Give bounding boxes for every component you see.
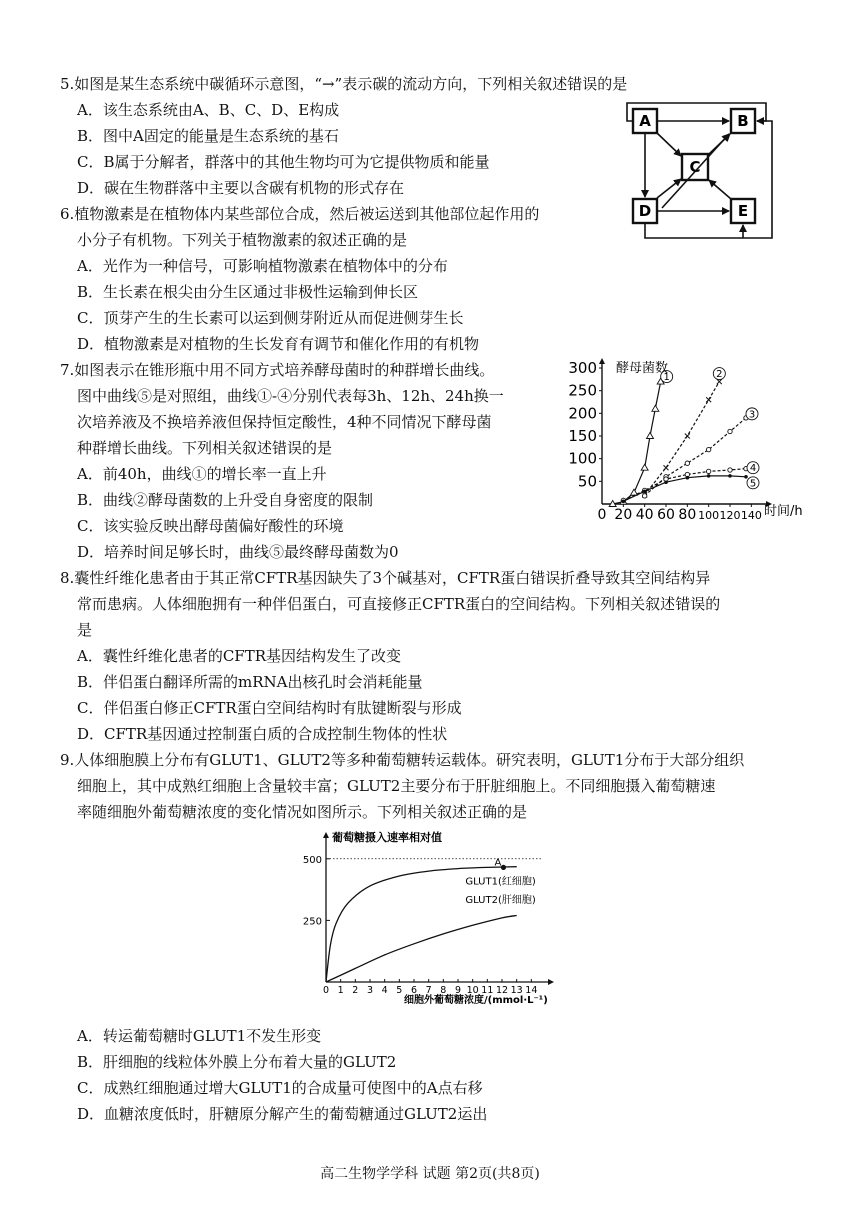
glut-series-label: GLUT1(红细胞): [465, 876, 536, 888]
yeast-y-tick-label: 300: [568, 359, 597, 377]
q9-option-c: C．成熟红细胞通过增大GLUT1的合成量可使图中的A点右移: [77, 1079, 483, 1097]
yeast-x-tick-label: 80: [678, 507, 697, 523]
glut-x-tick-label: 7: [425, 985, 432, 996]
glut-x-tick-label: 9: [454, 985, 462, 996]
node-b-label: B: [737, 112, 749, 130]
q5-option-d: D．碳在生物群落中主要以含碳有机物的形式存在: [77, 179, 405, 197]
glut-point-a: [501, 865, 506, 870]
q7-stem-2: 图中曲线⑤是对照组，曲线①-④分别代表每3h、12h、24h换一: [77, 387, 504, 405]
yeast-point: [685, 434, 690, 439]
yeast-x-tick-label: 0: [597, 507, 607, 523]
q8-option-d: D．CFTR基因通过控制蛋白质的合成控制生物体的性状: [77, 725, 448, 743]
q7-option-c: C．该实验反映出酵母菌偏好酸性的环境: [77, 517, 344, 535]
glut-ylabel: 葡萄糖摄入速率相对值: [332, 831, 442, 844]
q8-stem-3: 是: [77, 621, 93, 639]
arrow-d-c: [657, 179, 681, 198]
yeast-x-tick-label: 40: [635, 507, 654, 523]
glut-y-tick-label: 500: [302, 854, 322, 866]
glut-x-tick-label: 2: [352, 985, 359, 996]
glut-point-a-label: A: [494, 857, 502, 869]
yeast-point: [622, 499, 626, 503]
glut-x-tick-label: 14: [525, 985, 538, 996]
yeast-point: [728, 474, 732, 478]
arrow-d-b: [662, 134, 729, 208]
q7-option-a: A．前40h，曲线①的增长率一直上升: [77, 465, 327, 483]
q7-stem-4: 种群增长曲线。下列相关叙述错误的是: [77, 439, 333, 457]
q5-stem: 5.如图是某生态系统中碳循环示意图，“→”表示碳的流动方向，下列相关叙述错误的是: [60, 75, 628, 93]
node-a-label: A: [639, 112, 651, 130]
yeast-point: [652, 405, 659, 411]
yeast-point: [744, 475, 748, 479]
glut-x-tick-label: 13: [510, 985, 523, 996]
yeast-point: [664, 465, 669, 470]
q6-option-a: A．光作为一种信号，可影响植物激素在植物体中的分布: [77, 257, 448, 275]
glut-x-tick-label: 5: [396, 985, 403, 996]
q7-option-d: D．培养时间足够长时，曲线⑤最终酵母菌数为0: [77, 543, 399, 561]
yeast-point: [706, 469, 710, 473]
q8-option-b: B．伴侣蛋白翻译所需的mRNA出核孔时会消耗能量: [77, 673, 423, 691]
yeast-point: [686, 476, 690, 480]
yeast-series-label: 5: [749, 478, 757, 490]
node-d-label: D: [638, 202, 652, 220]
yeast-growth-chart: [566, 358, 816, 530]
q5-option-a: A．该生态系统由A、B、C、D、E构成: [77, 101, 340, 119]
yeast-point: [728, 468, 732, 472]
glut-y-arrow: [323, 832, 329, 838]
yeast-point: [647, 433, 654, 439]
carbon-cycle-diagram: [626, 98, 776, 243]
yeast-y-tick-label: 200: [568, 404, 597, 423]
q9-stem-3: 率随细胞外葡萄糖浓度的变化情况如图所示。下列相关叙述正确的是: [77, 803, 528, 821]
q7-stem-1: 7.如图表示在锥形瓶中用不同方式培养酵母菌时的种群增长曲线。: [60, 361, 495, 379]
yeast-series-label: 2: [716, 369, 723, 381]
q5-option-c: C．B属于分解者，群落中的其他生物均可为它提供物质和能量: [77, 153, 490, 171]
yeast-series-label: 4: [749, 463, 757, 475]
glucose-uptake-chart: [296, 828, 566, 1012]
glut-x-tick-label: 11: [481, 985, 494, 996]
yeast-point: [631, 489, 638, 495]
glut-series-line: [326, 916, 517, 983]
glut-x-tick-label: 6: [410, 985, 418, 996]
yeast-point: [706, 447, 710, 451]
q7-stem-3: 次培养液及不换培养液但保持恒定酸性，4种不同情况下酵母菌: [77, 413, 492, 431]
yeast-y-tick-label: 100: [568, 449, 597, 468]
glut-x-tick-label: 10: [466, 985, 479, 996]
yeast-series-label: 1: [663, 372, 670, 384]
q9-option-b: B．肝细胞的线粒体外膜上分布着大量的GLUT2: [77, 1053, 397, 1071]
yeast-x-tick-label: 20: [614, 507, 633, 523]
yeast-y-tick-label: 150: [568, 427, 597, 445]
yeast-point: [641, 464, 648, 470]
yeast-series-line: [623, 476, 746, 501]
q6-option-b: B．生长素在根尖由分生区通过非极性运输到伸长区: [77, 283, 419, 301]
glut-x-tick-label: 12: [495, 985, 509, 996]
yeast-y-tick-label: 250: [568, 381, 597, 400]
q8-option-a: A．囊性纤维化患者的CFTR基因结构发生了改变: [77, 647, 402, 665]
glut-xlabel: 细胞外葡萄糖浓度/(mmol·L⁻¹): [404, 995, 548, 1006]
glut-series-label: GLUT2(肝细胞): [465, 895, 536, 907]
glut-x-tick-label: 1: [337, 985, 344, 996]
q8-stem-2: 常而患病。人体细胞拥有一种伴侣蛋白，可直接修正CFTR蛋白的空间结构。下列相关叙述错误的: [77, 595, 721, 613]
yeast-point: [707, 474, 711, 478]
yeast-point: [643, 490, 647, 494]
glut-x-tick-label: 4: [381, 985, 388, 996]
q9-stem-2: 细胞上，其中成熟红细胞上含量较丰富；GLUT2主要分布于肝脏细胞上。不同细胞摄入葡萄糖速: [77, 777, 716, 795]
glut-x-arrow: [548, 979, 554, 985]
q6-stem-1: 6.植物激素是在植物体内某些部位合成，然后被运送到其他部位起作用的: [60, 205, 540, 223]
yeast-point: [706, 397, 711, 402]
yeast-x-tick-label: 140: [740, 509, 762, 522]
q5-option-b: B．图中A固定的能量是生态系统的基石: [77, 127, 339, 145]
yeast-point: [685, 461, 689, 465]
node-c-label: C: [689, 158, 701, 176]
q8-option-c: C．伴侣蛋白修正CFTR蛋白空间结构时有肽键断裂与形成: [77, 699, 462, 717]
node-e-label: E: [737, 202, 749, 220]
yeast-ylabel: 酵母菌数: [616, 361, 669, 376]
yeast-point: [664, 480, 668, 484]
yeast-y-tick-label: 50: [577, 472, 597, 491]
yeast-y-arrow: [599, 358, 605, 364]
yeast-x-tick-label: 100: [698, 509, 720, 522]
yeast-x-tick-label: 60: [657, 507, 675, 523]
yeast-x-tick-label: 120: [719, 509, 741, 522]
page-footer: 高二生物学学科 试题 第2页(共8页): [320, 1166, 540, 1182]
q9-option-d: D．血糖浓度低时，肝糖原分解产生的葡萄糖通过GLUT2运出: [77, 1105, 488, 1123]
yeast-xlabel: 时间/h: [764, 504, 803, 519]
q6-option-d: D．植物激素是对植物的生长发育有调节和催化作用的有机物: [77, 335, 480, 353]
glut-x-tick-label: 8: [440, 985, 447, 996]
q6-stem-2: 小分子有机物。下列关于植物激素的叙述正确的是: [77, 231, 408, 249]
glut-x-tick-label: 3: [366, 985, 374, 996]
q9-stem-1: 9.人体细胞膜上分布有GLUT1、GLUT2等多种葡萄糖转运载体。研究表明，GLUT1分布于大部分组织: [60, 751, 745, 769]
q7-option-b: B．曲线②酵母菌数的上升受自身密度的限制: [77, 491, 374, 509]
arrow-e-c: [709, 180, 731, 199]
q8-stem-1: 8.囊性纤维化患者由于其正常CFTR基因缺失了3个碱基对，CFTR蛋白错误折叠导致其空间结构异: [60, 569, 711, 587]
yeast-series-line: [613, 382, 661, 504]
yeast-series-label: 3: [748, 409, 756, 421]
q9-option-a: A．转运葡萄糖时GLUT1不发生形变: [77, 1027, 322, 1045]
q6-option-c: C．顶芽产生的生长素可以运到侧芽附近从而促进侧芽生长: [77, 309, 464, 327]
glut-y-tick-label: 250: [302, 916, 322, 928]
glut-x-tick-label: 0: [322, 985, 330, 996]
arrow-a-c: [657, 133, 681, 156]
yeast-point: [642, 494, 646, 498]
yeast-point: [728, 429, 732, 433]
